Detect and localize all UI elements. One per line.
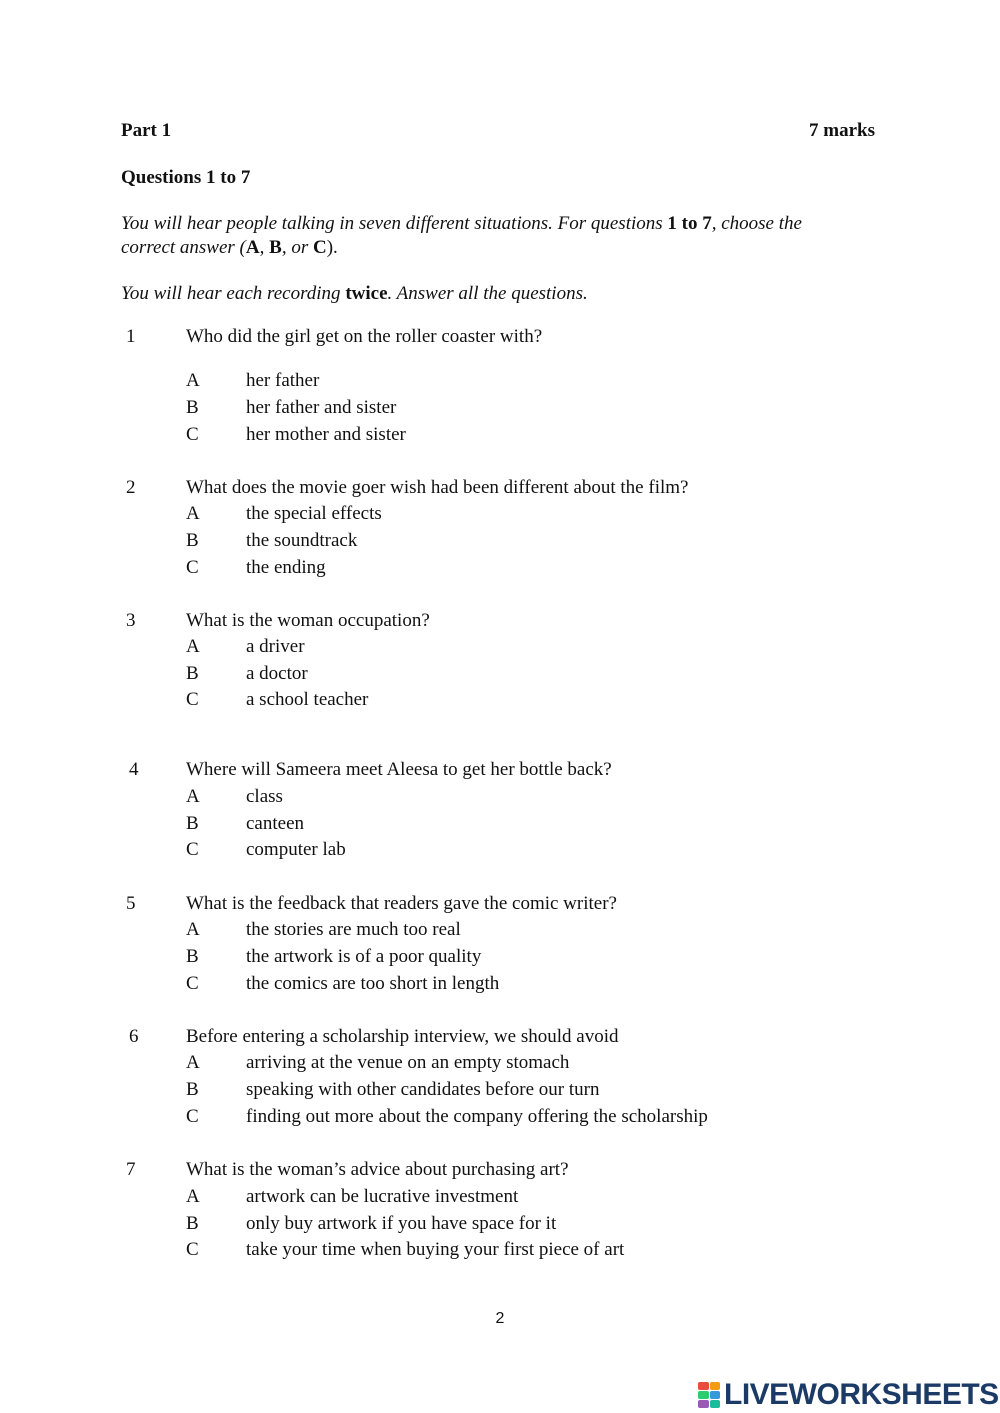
logo-mark-icon [698, 1382, 720, 1408]
option-letter: B [186, 813, 199, 834]
option-text[interactable]: take your time when buying your first piece of art [246, 1239, 625, 1260]
option-text[interactable]: a driver [246, 636, 305, 657]
question-text: Who did the girl get on the roller coaster with? [186, 326, 543, 347]
option-text[interactable]: a doctor [246, 663, 308, 684]
instr-text: ). [326, 237, 338, 258]
option-letter: B [186, 1079, 199, 1100]
question-block [126, 1159, 886, 1269]
option-letter: C [186, 1239, 199, 1260]
question-text: What is the woman occupation? [186, 610, 430, 631]
marks-label: 7 marks [809, 120, 875, 141]
instr-text: , or [281, 237, 313, 258]
option-letter: C [186, 1106, 199, 1127]
option-text[interactable]: arriving at the venue on an empty stomach [246, 1052, 570, 1073]
option-text[interactable]: finding out more about the company offering the scholarship [246, 1106, 708, 1127]
instr-text: You will hear people talking in seven different situations [121, 213, 549, 234]
option-letter: A [186, 636, 200, 657]
logo-cell [710, 1391, 721, 1399]
logo-cell [710, 1382, 721, 1390]
option-letter: B [186, 946, 199, 967]
part-title: Part 1 [121, 120, 172, 141]
option-text[interactable]: the ending [246, 557, 326, 578]
option-letter: A [186, 503, 200, 524]
option-letter: B [186, 530, 199, 551]
logo-cell [698, 1400, 709, 1408]
option-letter: A [186, 786, 200, 807]
question-block [126, 893, 886, 1003]
question-number: 5 [126, 893, 136, 914]
option-text[interactable]: artwork can be lucrative investment [246, 1186, 519, 1207]
option-text[interactable]: the comics are too short in length [246, 973, 500, 994]
logo-cell [698, 1391, 709, 1399]
option-letter: C [186, 557, 199, 578]
option-text[interactable]: canteen [246, 813, 305, 834]
question-number: 7 [126, 1159, 136, 1180]
question-text: Where will Sameera meet Aleesa to get her bottle back? [186, 759, 612, 780]
option-letter: C [186, 839, 199, 860]
option-letter: B [186, 397, 199, 418]
option-letter: B [186, 663, 199, 684]
question-number: 6 [129, 1026, 139, 1047]
option-text[interactable]: her father [246, 370, 320, 391]
option-text[interactable]: computer lab [246, 839, 346, 860]
option-letter: A [186, 1052, 200, 1073]
option-letter: A [186, 370, 200, 391]
question-text: What does the movie goer wish had been different about the film? [186, 477, 689, 498]
question-block [126, 1026, 886, 1136]
option-letter: A [186, 1186, 200, 1207]
instr-bold: B [269, 237, 282, 258]
instr-text: , choose the [711, 213, 802, 234]
question-number: 4 [129, 759, 139, 780]
option-letter: B [186, 1213, 199, 1234]
instr-bold: 1 to 7 [667, 213, 712, 234]
question-text: What is the feedback that readers gave the comic writer? [186, 893, 617, 914]
question-text: Before entering a scholarship interview, we should avoid [186, 1026, 619, 1047]
option-letter: A [186, 919, 200, 940]
option-text[interactable]: her mother and sister [246, 424, 406, 445]
instr-bold: twice [345, 283, 388, 304]
option-letter: C [186, 689, 199, 710]
option-letter: C [186, 424, 199, 445]
question-text: What is the woman’s advice about purchasing art? [186, 1159, 569, 1180]
option-text[interactable]: the artwork is of a poor quality [246, 946, 482, 967]
question-block [126, 477, 886, 587]
option-text[interactable]: class [246, 786, 283, 807]
question-number: 3 [126, 610, 136, 631]
option-text[interactable]: only buy artwork if you have space for it [246, 1213, 557, 1234]
liveworksheets-logo [698, 1378, 999, 1412]
questions-subtitle: Questions 1 to 7 [121, 167, 251, 188]
instr-text: . For questions [548, 213, 668, 234]
instr-text: correct answer ( [121, 237, 246, 258]
question-block [126, 610, 886, 720]
option-text[interactable]: the stories are much too real [246, 919, 461, 940]
page-number: 2 [495, 1310, 505, 1327]
instr-text: You will hear each recording [121, 283, 346, 304]
option-text[interactable]: a school teacher [246, 689, 369, 710]
logo-cell [698, 1382, 709, 1390]
option-text[interactable]: speaking with other candidates before our turn [246, 1079, 600, 1100]
instr-bold: C [312, 237, 327, 258]
instr-text: , [259, 237, 270, 258]
option-text[interactable]: the special effects [246, 503, 382, 524]
logo-text: LIVEWORKSHEETS [724, 1378, 999, 1411]
instructions-line-2 [121, 237, 338, 259]
instructions-line-1 [121, 213, 802, 235]
question-block [126, 326, 886, 456]
instructions-line-3 [121, 283, 588, 305]
instr-text: . Answer all the questions. [387, 283, 588, 304]
question-number: 1 [126, 326, 136, 347]
option-letter: C [186, 973, 199, 994]
option-text[interactable]: the soundtrack [246, 530, 358, 551]
option-text[interactable]: her father and sister [246, 397, 397, 418]
logo-cell [710, 1400, 721, 1408]
question-block [126, 759, 886, 869]
question-number: 2 [126, 477, 136, 498]
instr-bold: A [245, 237, 260, 258]
